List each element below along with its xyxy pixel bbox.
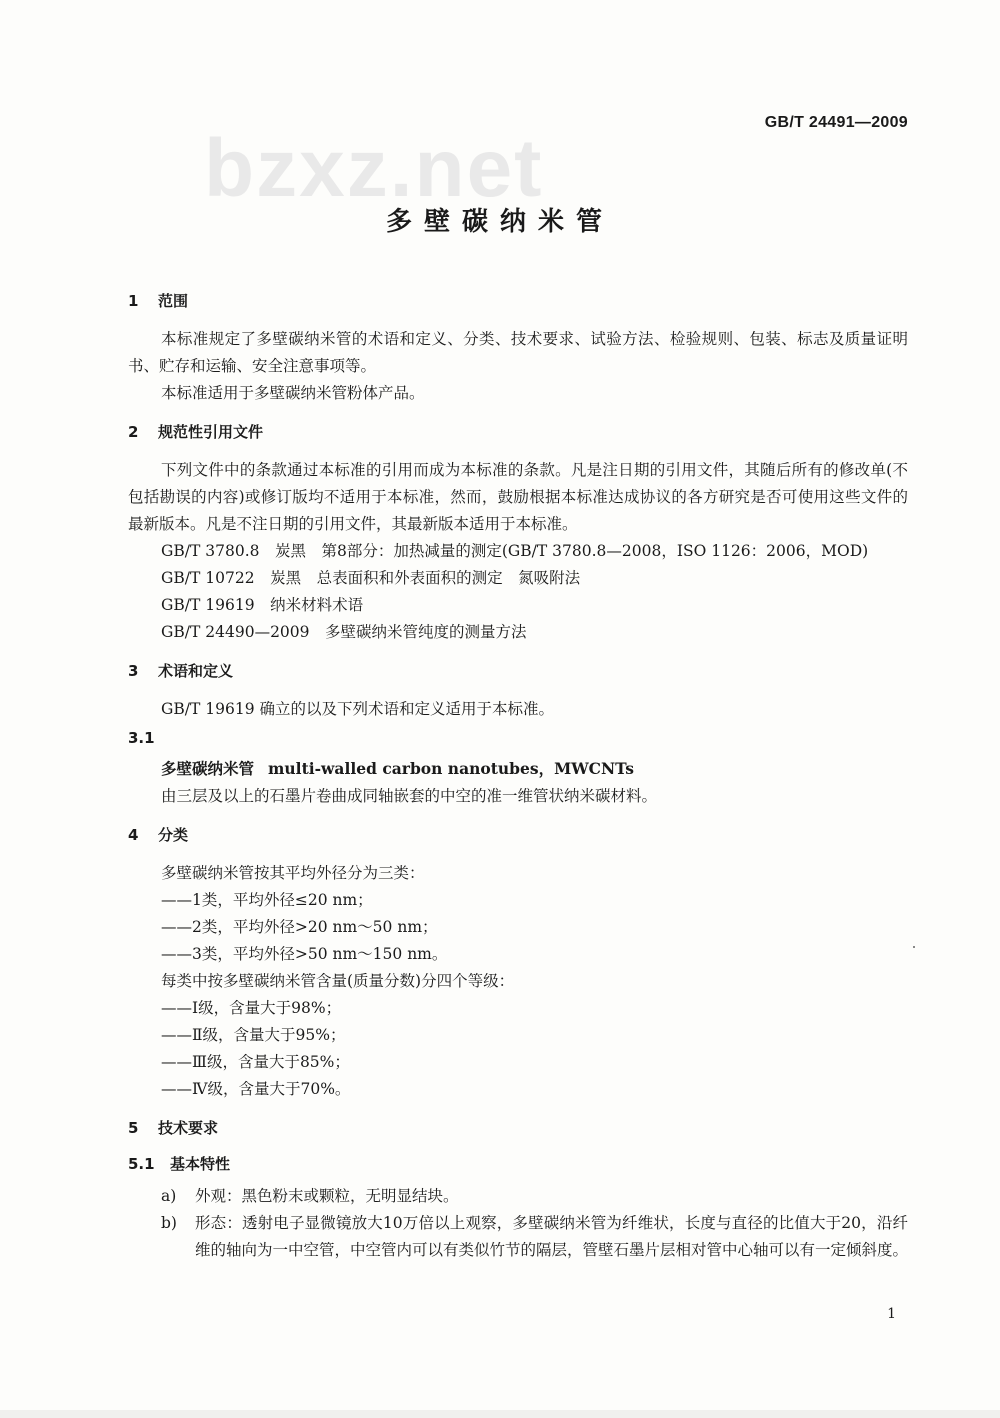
section-heading — [128, 660, 908, 682]
section-number: 5 — [128, 1119, 139, 1137]
term-entry — [128, 755, 908, 783]
section-heading — [128, 824, 908, 846]
section-title: 规范性引用文件 — [158, 423, 264, 441]
subsection-number: 3.1 — [128, 729, 155, 747]
grade-item: ——Ⅲ级，含量大于85%； — [161, 1053, 350, 1071]
list-marker: b) — [161, 1214, 177, 1232]
section-title: 术语和定义 — [158, 662, 234, 680]
reference-item: GB/T 10722 炭黑 总表面积和外表面积的测定 氮吸附法 — [161, 569, 581, 587]
reference-item: GB/T 19619 纳米材料术语 — [161, 596, 364, 614]
paragraph: 多壁碳纳米管按其平均外径分为三类： — [161, 864, 425, 882]
term-definition: 由三层及以上的石墨片卷曲成同轴嵌套的中空的准一维管状纳米碳材料。 — [161, 787, 658, 805]
class-item: ——1类，平均外径≤20 nm； — [161, 891, 373, 909]
grade-item: ——Ⅳ级，含量大于70%。 — [161, 1080, 351, 1098]
term-english: multi-walled carbon nanotubes，MWCNTs — [268, 759, 634, 778]
section-title: 分类 — [158, 826, 189, 844]
document-title: 多壁碳纳米管 — [385, 207, 614, 237]
section-number: 1 — [128, 292, 139, 310]
paragraph: 下列文件中的条款通过本标准的引用而成为本标准的条款。凡是注日期的引用文件，其随后所有的修改单(不包括勘误的内容)或修订版均不适用于本标准，然而，鼓励根据本标准达成协议的各方研究是否可使用这些文件的最新版本。凡是不注日期的引用文件，其最新版本适用于本标准。 — [128, 461, 908, 533]
list-text: 形态：透射电子显微镜放大10万倍以上观察，多壁碳纳米管为纤维状，长度与直径的比值大于20，沿纤维的轴向为一中空管，中空管内可以有类似竹节的隔层，管壁石墨片层相对管中心轴可以有一定倾斜度。 — [195, 1214, 909, 1259]
paragraph: 本标准规定了多壁碳纳米管的术语和定义、分类、技术要求、试验方法、检验规则、包装、标志及质量证明书、贮存和运输、安全注意事项等。 — [128, 330, 908, 375]
list-item — [128, 1210, 908, 1264]
reference-list — [128, 538, 908, 646]
section-number: 4 — [128, 826, 139, 844]
section-heading — [128, 421, 908, 443]
reference-item: GB/T 24490—2009 多壁碳纳米管纯度的测量方法 — [161, 623, 527, 641]
page-number: 1 — [887, 1306, 896, 1322]
class-item: ——3类，平均外径>50 nm～150 nm。 — [161, 945, 448, 963]
section-number: 3 — [128, 662, 139, 680]
list-text: 外观：黑色粉末或颗粒，无明显结块。 — [195, 1187, 459, 1205]
subsection-heading — [128, 1153, 908, 1175]
section-heading — [128, 1117, 908, 1139]
grade-item: ——Ⅰ级，含量大于98%； — [161, 999, 342, 1017]
paragraph: GB/T 19619 确立的以及下列术语和定义适用于本标准。 — [161, 700, 554, 718]
class-item: ——2类，平均外径>20 nm～50 nm； — [161, 918, 438, 936]
paragraph: 本标准适用于多壁碳纳米管粉体产品。 — [161, 384, 425, 402]
page-bottom-edge — [0, 1410, 1000, 1418]
list-item — [128, 1183, 908, 1210]
section-number: 2 — [128, 423, 139, 441]
list-marker: a) — [161, 1187, 177, 1205]
section-title: 范围 — [158, 292, 189, 310]
section-heading — [0, 290, 908, 312]
subsection-number: 5.1 — [128, 1155, 155, 1173]
reference-item: GB/T 3780.8 炭黑 第8部分：加热减量的测定(GB/T 3780.8—2008，ISO 1126：2006，MOD) — [161, 542, 869, 560]
subsection-title: 基本特性 — [170, 1155, 231, 1173]
watermark: bzxz.net — [204, 123, 544, 214]
standard-number: GB/T 24491—2009 — [764, 114, 908, 131]
grade-item: ——Ⅱ级，含量大于95%； — [161, 1026, 346, 1044]
term-chinese: 多壁碳纳米管 — [161, 760, 255, 778]
section-title: 技术要求 — [158, 1119, 219, 1137]
scan-speck — [913, 946, 915, 948]
document-body — [128, 290, 908, 1264]
paragraph: 每类中按多壁碳纳米管含量(质量分数)分四个等级： — [161, 972, 515, 990]
